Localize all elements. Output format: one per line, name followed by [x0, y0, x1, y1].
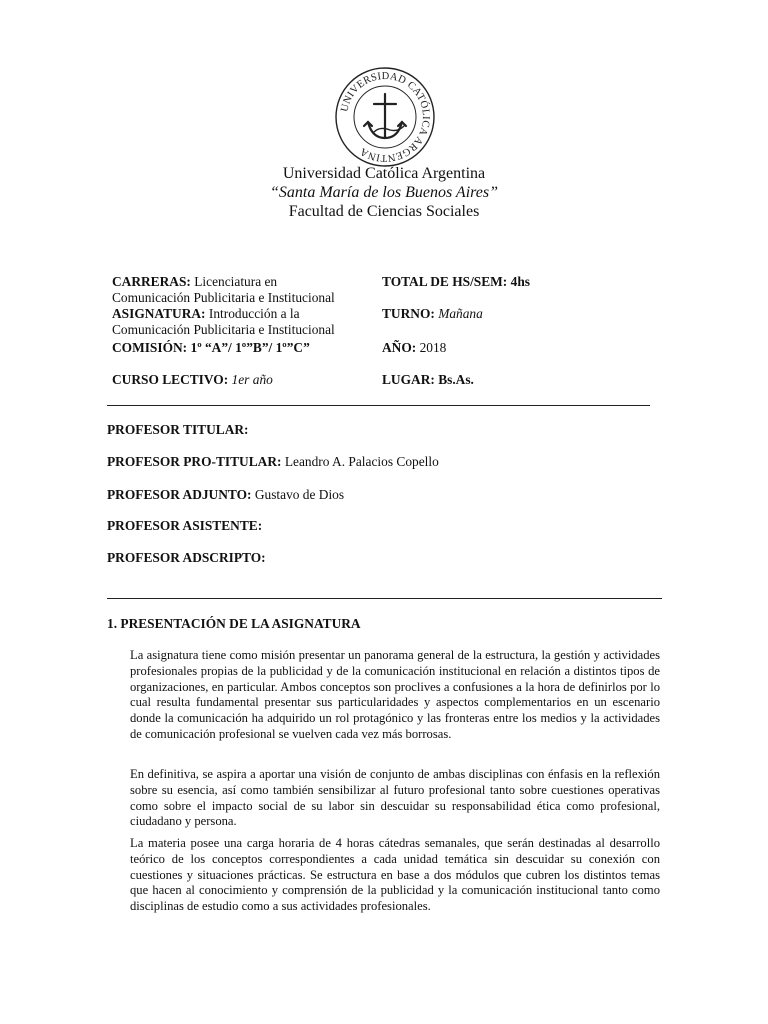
profesor-asistente-label: PROFESOR ASISTENTE: [107, 518, 263, 533]
anio-value: 2018 [419, 340, 447, 355]
comision-value: 1º “A”/ 1º”B”/ 1º”C” [190, 340, 310, 355]
university-seal-logo [334, 66, 436, 168]
lugar-value: Bs.As. [438, 372, 474, 387]
carreras-value-2: Comunicación Publicitaria e Institucional [112, 290, 335, 305]
lugar-cell [382, 372, 672, 388]
university-motto: “Santa María de los Buenos Aires” [269, 184, 498, 201]
total-cell [382, 274, 672, 290]
profesor-pro-titular [107, 454, 439, 470]
curso-value: 1er año [231, 372, 273, 387]
turno-value: Mañana [438, 306, 483, 321]
total-label: TOTAL DE HS/SEM: [382, 274, 508, 289]
asignatura-value-1: Introducción a la [208, 306, 300, 321]
turno-label: TURNO: [382, 306, 435, 321]
university-name: Universidad Católica Argentina [282, 165, 486, 182]
profesor-asistente [107, 518, 262, 534]
svg-text:UNIVERSIDAD CATÓLICA ARGENTINA: UNIVERSIDAD CATÓLICA ARGENTINA [339, 70, 432, 164]
curso-label: CURSO LECTIVO: [112, 372, 229, 387]
carreras-value-1: Licenciatura en [194, 274, 278, 289]
turno-cell [382, 306, 672, 322]
asignatura-value-2: Comunicación Publicitaria e Institucional [112, 322, 335, 337]
curso-cell [112, 372, 370, 388]
profesor-pro-titular-label: PROFESOR PRO-TITULAR: [107, 454, 282, 469]
divider-line [107, 405, 650, 406]
comision-cell [112, 340, 370, 356]
paragraph: La materia posee una carga horaria de 4 horas cátedras semanales, que serán destinadas al desarrollo teórico de los conceptos correspondientes a cada unidad temática sin descuidar su conexión con cuestiones y situaciones prácticas. Se estructura en base a dos módulos que cubren los distintos temas que hacen al conocimiento y comprensión de la publicidad y la comunicación institucional tanto como disciplinas de estudio como a sus actividades profesionales. [130, 836, 660, 914]
profesor-titular-label: PROFESOR TITULAR: [107, 422, 249, 437]
divider-line [107, 598, 662, 599]
profesor-adscripto-label: PROFESOR ADSCRIPTO: [107, 550, 266, 565]
comision-label: COMISIÓN: [112, 340, 188, 355]
document-header [0, 164, 768, 221]
anchor-cross-icon [364, 94, 406, 138]
profesor-pro-titular-value: Leandro A. Palacios Copello [284, 454, 439, 469]
faculty-name: Facultad de Ciencias Sociales [288, 203, 480, 220]
profesor-titular [107, 422, 249, 438]
section-title: 1. PRESENTACIÓN DE LA ASIGNATURA [107, 616, 361, 631]
profesor-adjunto-value: Gustavo de Dios [254, 487, 345, 502]
profesor-adjunto [107, 487, 344, 503]
lugar-label: LUGAR: [382, 372, 435, 387]
carreras-label: CARRERAS: [112, 274, 191, 289]
asignatura-label: ASIGNATURA: [112, 306, 206, 321]
paragraph: En definitiva, se aspira a aportar una visión de conjunto de ambas disciplinas con énfasis en la reflexión sobre su esencia, así como también sensibilizar al futuro profesional tanto sobre cuestiones operativas como sobre el impacto social de su labor sin descuidar su responsabilidad ética como profesional, ciudadano y persona. [130, 767, 660, 829]
anio-cell [382, 340, 672, 356]
carreras-cell [112, 274, 370, 306]
asignatura-cell [112, 306, 370, 338]
paragraph: La asignatura tiene como misión presentar un panorama general de la estructura, la gestión y actividades profesionales propias de la publicidad y de la comunicación institucional en relación a distintos tipos de organizaciones, en particular. Ambos conceptos son proclives a confusiones a la hora de definirlos por lo cual resulta fundamental presentar sus particularidades y aspectos complementarios en un escenario donde la comunicación ha adquirido un rol protagónico y las fronteras entre los medios y la actividades de comunicación profesional se vuelven cada vez más borrosas. [130, 648, 660, 741]
anio-label: AÑO: [382, 340, 417, 355]
total-value: 4hs [510, 274, 530, 289]
profesor-adscripto [107, 550, 266, 566]
profesor-adjunto-label: PROFESOR ADJUNTO: [107, 487, 252, 502]
